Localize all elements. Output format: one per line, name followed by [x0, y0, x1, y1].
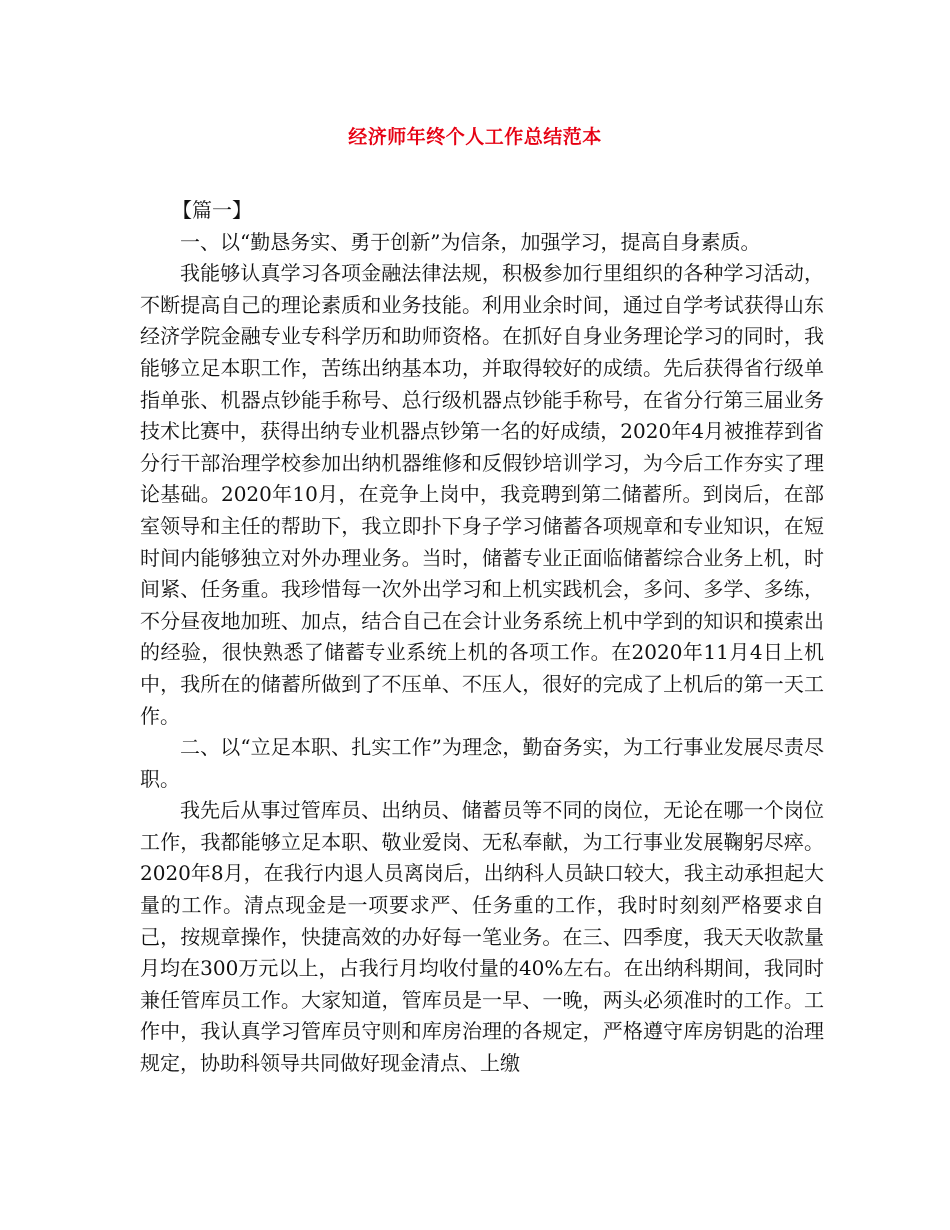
paragraph-2: 我先后从事过管库员、出纳员、储蓄员等不同的岗位，无论在哪一个岗位工作，我都能够立足本职、敬业爱岗、无私奉献，为工行事业发展鞠躬尽瘁。2020年8月，在我行内退人员离岗后，出纳科人员缺口较大，我主动承担起大量的工作。清点现金是一项要求严、任务重的工作，我时时刻刻严格要求自己，按规章操作，快捷高效的办好每一笔业务。在三、四季度，我天天收款量月均在300万元以上，占我行月均收付量的40%左右。在出纳科期间，我同时兼任管库员工作。大家知道，管库员是一早、一晚，两头必须准时的工作。工作中，我认真学习管库员守则和库房治理的各规定，严格遵守库房钥匙的治理规定，协助科领导共同做好现金清点、上缴: [140, 798, 824, 1076]
document-body: [140, 195, 824, 1080]
paragraph-heading-1: 一、以“勤恳务实、勇于创新”为信条，加强学习，提高自身素质。: [180, 229, 761, 254]
section-label: 【篇一】: [172, 198, 252, 222]
document-title: 经济师年终个人工作总结范本: [348, 126, 602, 148]
paragraph-heading-2: 二、以“立足本职、扎实工作”为理念，勤奋务实，为工行事业发展尽责尽职。: [140, 735, 824, 791]
paragraph-1: 我能够认真学习各项金融法律法规，积极参加行里组织的各种学习活动，不断提高自己的理论素质和业务技能。利用业余时间，通过自学考试获得山东经济学院金融专业专科学历和助师资格。在抓好自身业务理论学习的同时，我能够立足本职工作，苦练出纳基本功，并取得较好的成绩。先后获得省行级单指单张、机器点钞能手称号、总行级机器点钞能手称号，在省分行第三届业务技术比赛中，获得出纳专业机器点钞第一名的好成绩，2020年4月被推荐到省分行干部治理学校参加出纳机器维修和反假钞培训学习，为今后工作夯实了理论基础。2020年10月，在竞争上岗中，我竞聘到第二储蓄所。到岗后，在部室领导和主任的帮助下，我立即扑下身子学习储蓄各项规章和专业知识，在短时间内能够独立对外办理业务。当时，储蓄专业正面临储蓄综合业务上机，时间紧、任务重。我珍惜每一次外出学习和上机实践机会，多问、多学、多练，不分昼夜地加班、加点，结合自己在会计业务系统上机中学到的知识和摸索出的经验，很快熟悉了储蓄专业系统上机的各项工作。在2020年11月4日上机中，我所在的储蓄所做到了不压单、不压人，很好的完成了上机后的第一天工作。: [140, 261, 824, 728]
